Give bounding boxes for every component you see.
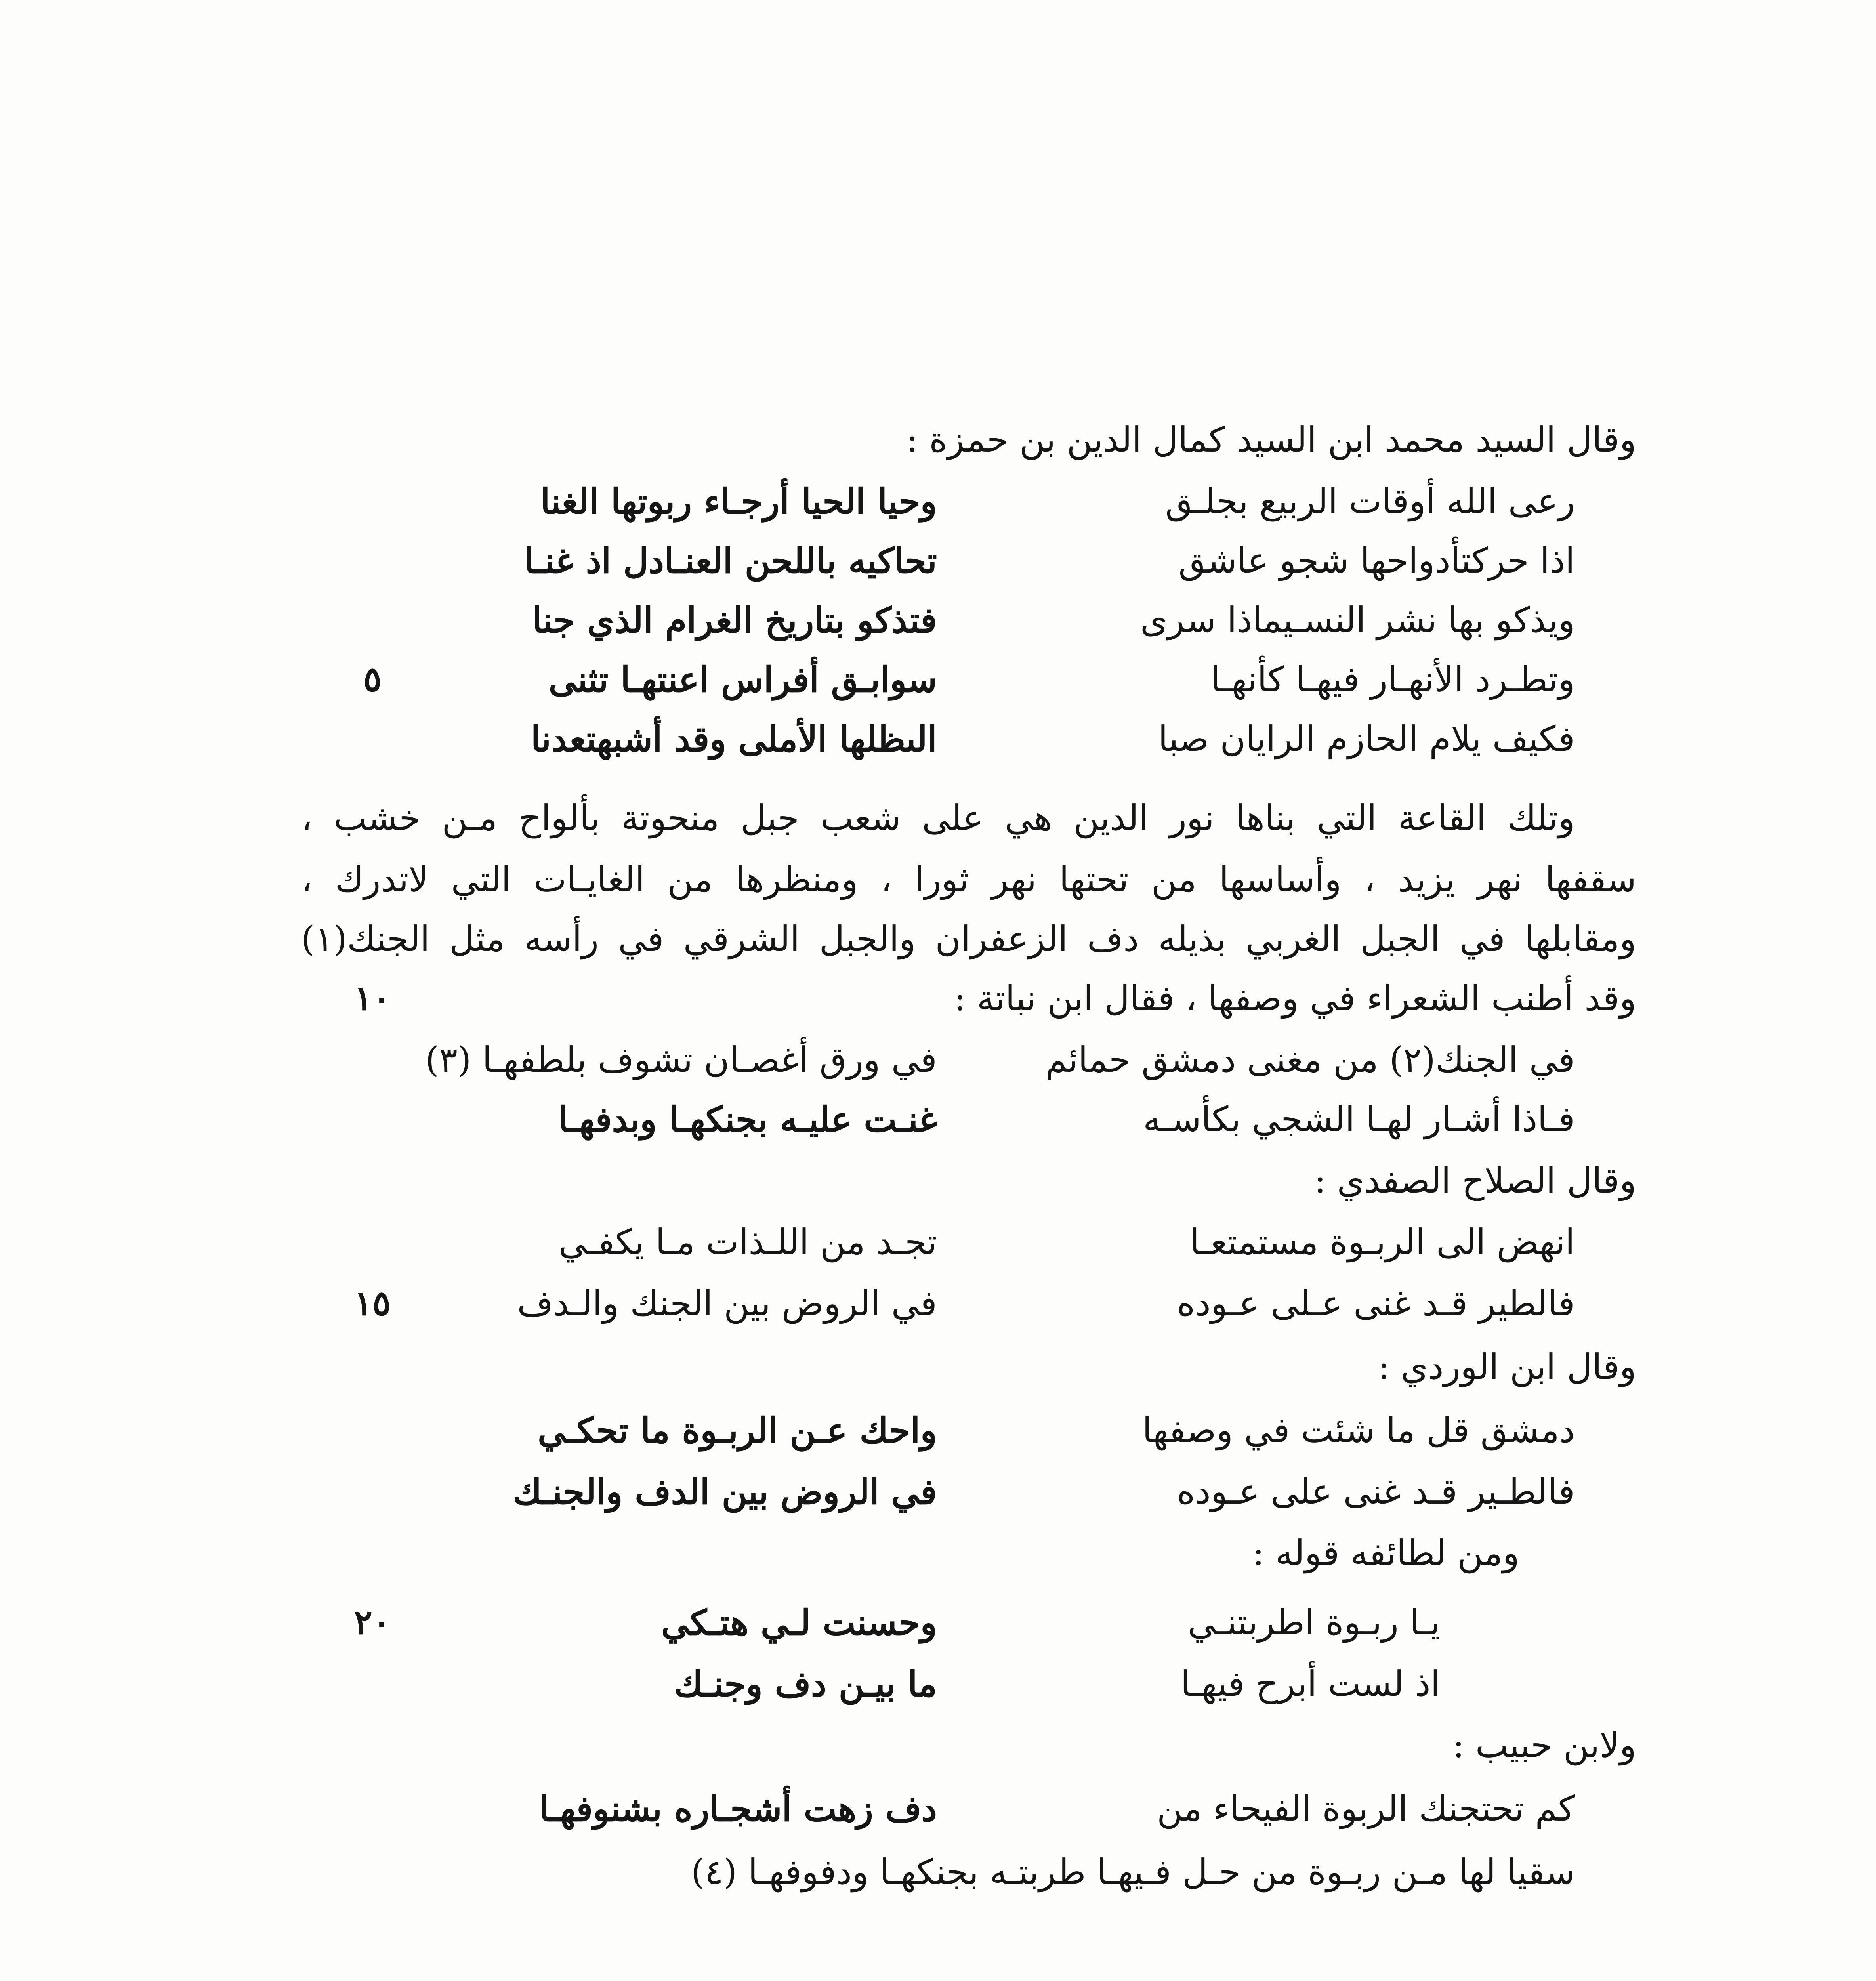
verse-second-hemistich: وحيا الحيا أرجـاء ربوتها الغنا [540, 481, 937, 522]
verse-line [0, 475, 1876, 527]
verse-line [0, 1278, 1876, 1329]
verse-first-hemistich: فكيف يلام الحازم الرايان صبا [1158, 718, 1575, 759]
verse-first-hemistich: كم تحتجنك الربوة الفيحاء من [1157, 1788, 1575, 1829]
verse-line [0, 1216, 1876, 1268]
verse-first-hemistich: يـا ربـوة اطربتنـي [1187, 1602, 1440, 1643]
verse-line [0, 1034, 1876, 1086]
verse-line [0, 713, 1876, 765]
verse-second-hemistich: غنـت عليـه بجنكهـا وبدفهـا [558, 1099, 937, 1140]
prose-line-2: سقفها نهر يزيد ، وأساسها من تحتها نهر ثورا ، ومنظرها من الغايـات التي لاتدرك ، [301, 859, 1636, 900]
verse-second-hemistich: في الروض بين الجنك والـدف [517, 1283, 937, 1324]
verse-first-hemistich: في الجنك(٢) من مغنى دمشق حمائم [1045, 1039, 1575, 1080]
verse-line [0, 1466, 1876, 1517]
line-number-20: ٢٠ [354, 1602, 391, 1642]
line-number-5: ٥ [363, 659, 382, 699]
intro-line-3: وقال الصلاح الصفدي : [1314, 1160, 1636, 1201]
verse-first-hemistich: دمشق قل ما شئت في وصفها [1142, 1410, 1575, 1450]
verse-first-hemistich: اذا حركتأدواحها شجو عاشق [1178, 540, 1575, 581]
verse-second-hemistich: فتذكو بتاريخ الغرام الذي جنا [532, 599, 937, 641]
verse-line [0, 1658, 1876, 1710]
line-number-10: ١٠ [354, 978, 391, 1018]
verse-line [0, 1783, 1876, 1834]
verse-first-hemistich: فـاذا أشـار لهـا الشجي بكأسـه [1143, 1099, 1575, 1139]
prose-line-1: وتلك القاعة التي بناها نور الدين هي على شعب جبل منحوتة بألواح مـن خشب ، [301, 798, 1575, 838]
line-number-15: ١٥ [354, 1283, 391, 1323]
verse-second-hemistich: ما بيـن دف وجنـك [674, 1663, 937, 1704]
verse-second-hemistich: تحاكيه باللحن العنـادل اذ غنـا [524, 540, 937, 581]
verse-first-hemistich: وتطـرد الأنهـار فيهـا كأنهـا [1210, 659, 1575, 700]
verse-first-hemistich: ويذكو بها نشر النسـيماذا سرى [1140, 599, 1575, 640]
intro-line-6: ولابن حبيب : [1452, 1725, 1636, 1765]
verse-first-hemistich: انهض الى الربـوة مستمتعـا [1189, 1221, 1575, 1262]
verse-second-hemistich: وحسنت لـي هتـكي [661, 1602, 937, 1643]
intro-line-5: ومن لطائفه قوله : [1252, 1533, 1519, 1573]
verse-first-hemistich: فالطير قـد غنى عـلى عـوده [1177, 1283, 1575, 1324]
verse-second-hemistich: دف زهت أشجـاره بشنوفهـا [539, 1788, 937, 1829]
verse-line [0, 1405, 1876, 1456]
verse-line [0, 1846, 1876, 1898]
verse-full-line: سقيا لها مـن ربـوة من حـل فـيهـا طربتـه بجنكهـا ودفوفهـا (٤) [691, 1851, 1575, 1892]
verse-second-hemistich: في ورق أغصـان تشوف بلطفهـا (٣) [425, 1039, 937, 1080]
intro-line-1: وقال السيد محمد ابن السيد كمال الدين بن حمزة : [906, 419, 1636, 460]
verse-second-hemistich: سوابـق أفراس اعنتهـا تثنى [548, 659, 937, 700]
verse-second-hemistich: في الروض بين الدف والجنـك [513, 1471, 937, 1512]
intro-line-2: وقد أطنب الشعراء في وصفها ، فقال ابن نباتة : [954, 978, 1636, 1019]
verse-line [0, 594, 1876, 646]
verse-second-hemistich: واحك عـن الربـوة ما تحكـي [538, 1410, 937, 1451]
verse-first-hemistich: رعى الله أوقات الربيع بجلـق [1165, 481, 1575, 521]
verse-first-hemistich: فالطـير قـد غنى على عـوده [1177, 1471, 1575, 1512]
verse-second-hemistich: تجـد من اللـذات مـا يكفـي [558, 1221, 937, 1262]
verse-line [0, 1094, 1876, 1145]
intro-line-4: وقال ابن الوردي : [1378, 1346, 1636, 1387]
prose-line-3: ومقابلها في الجبل الغربي بذيله دف الزعفران والجبل الشرقي في رأسه مثل الجنك(١) [301, 918, 1636, 959]
verse-line [0, 535, 1876, 586]
verse-line [0, 654, 1876, 705]
verse-first-hemistich: اذ لست أبرح فيهـا [1180, 1663, 1440, 1704]
verse-line [0, 1597, 1876, 1648]
verse-second-hemistich: الىظلها الأملى وقد أشبهتعدنا [531, 718, 937, 760]
